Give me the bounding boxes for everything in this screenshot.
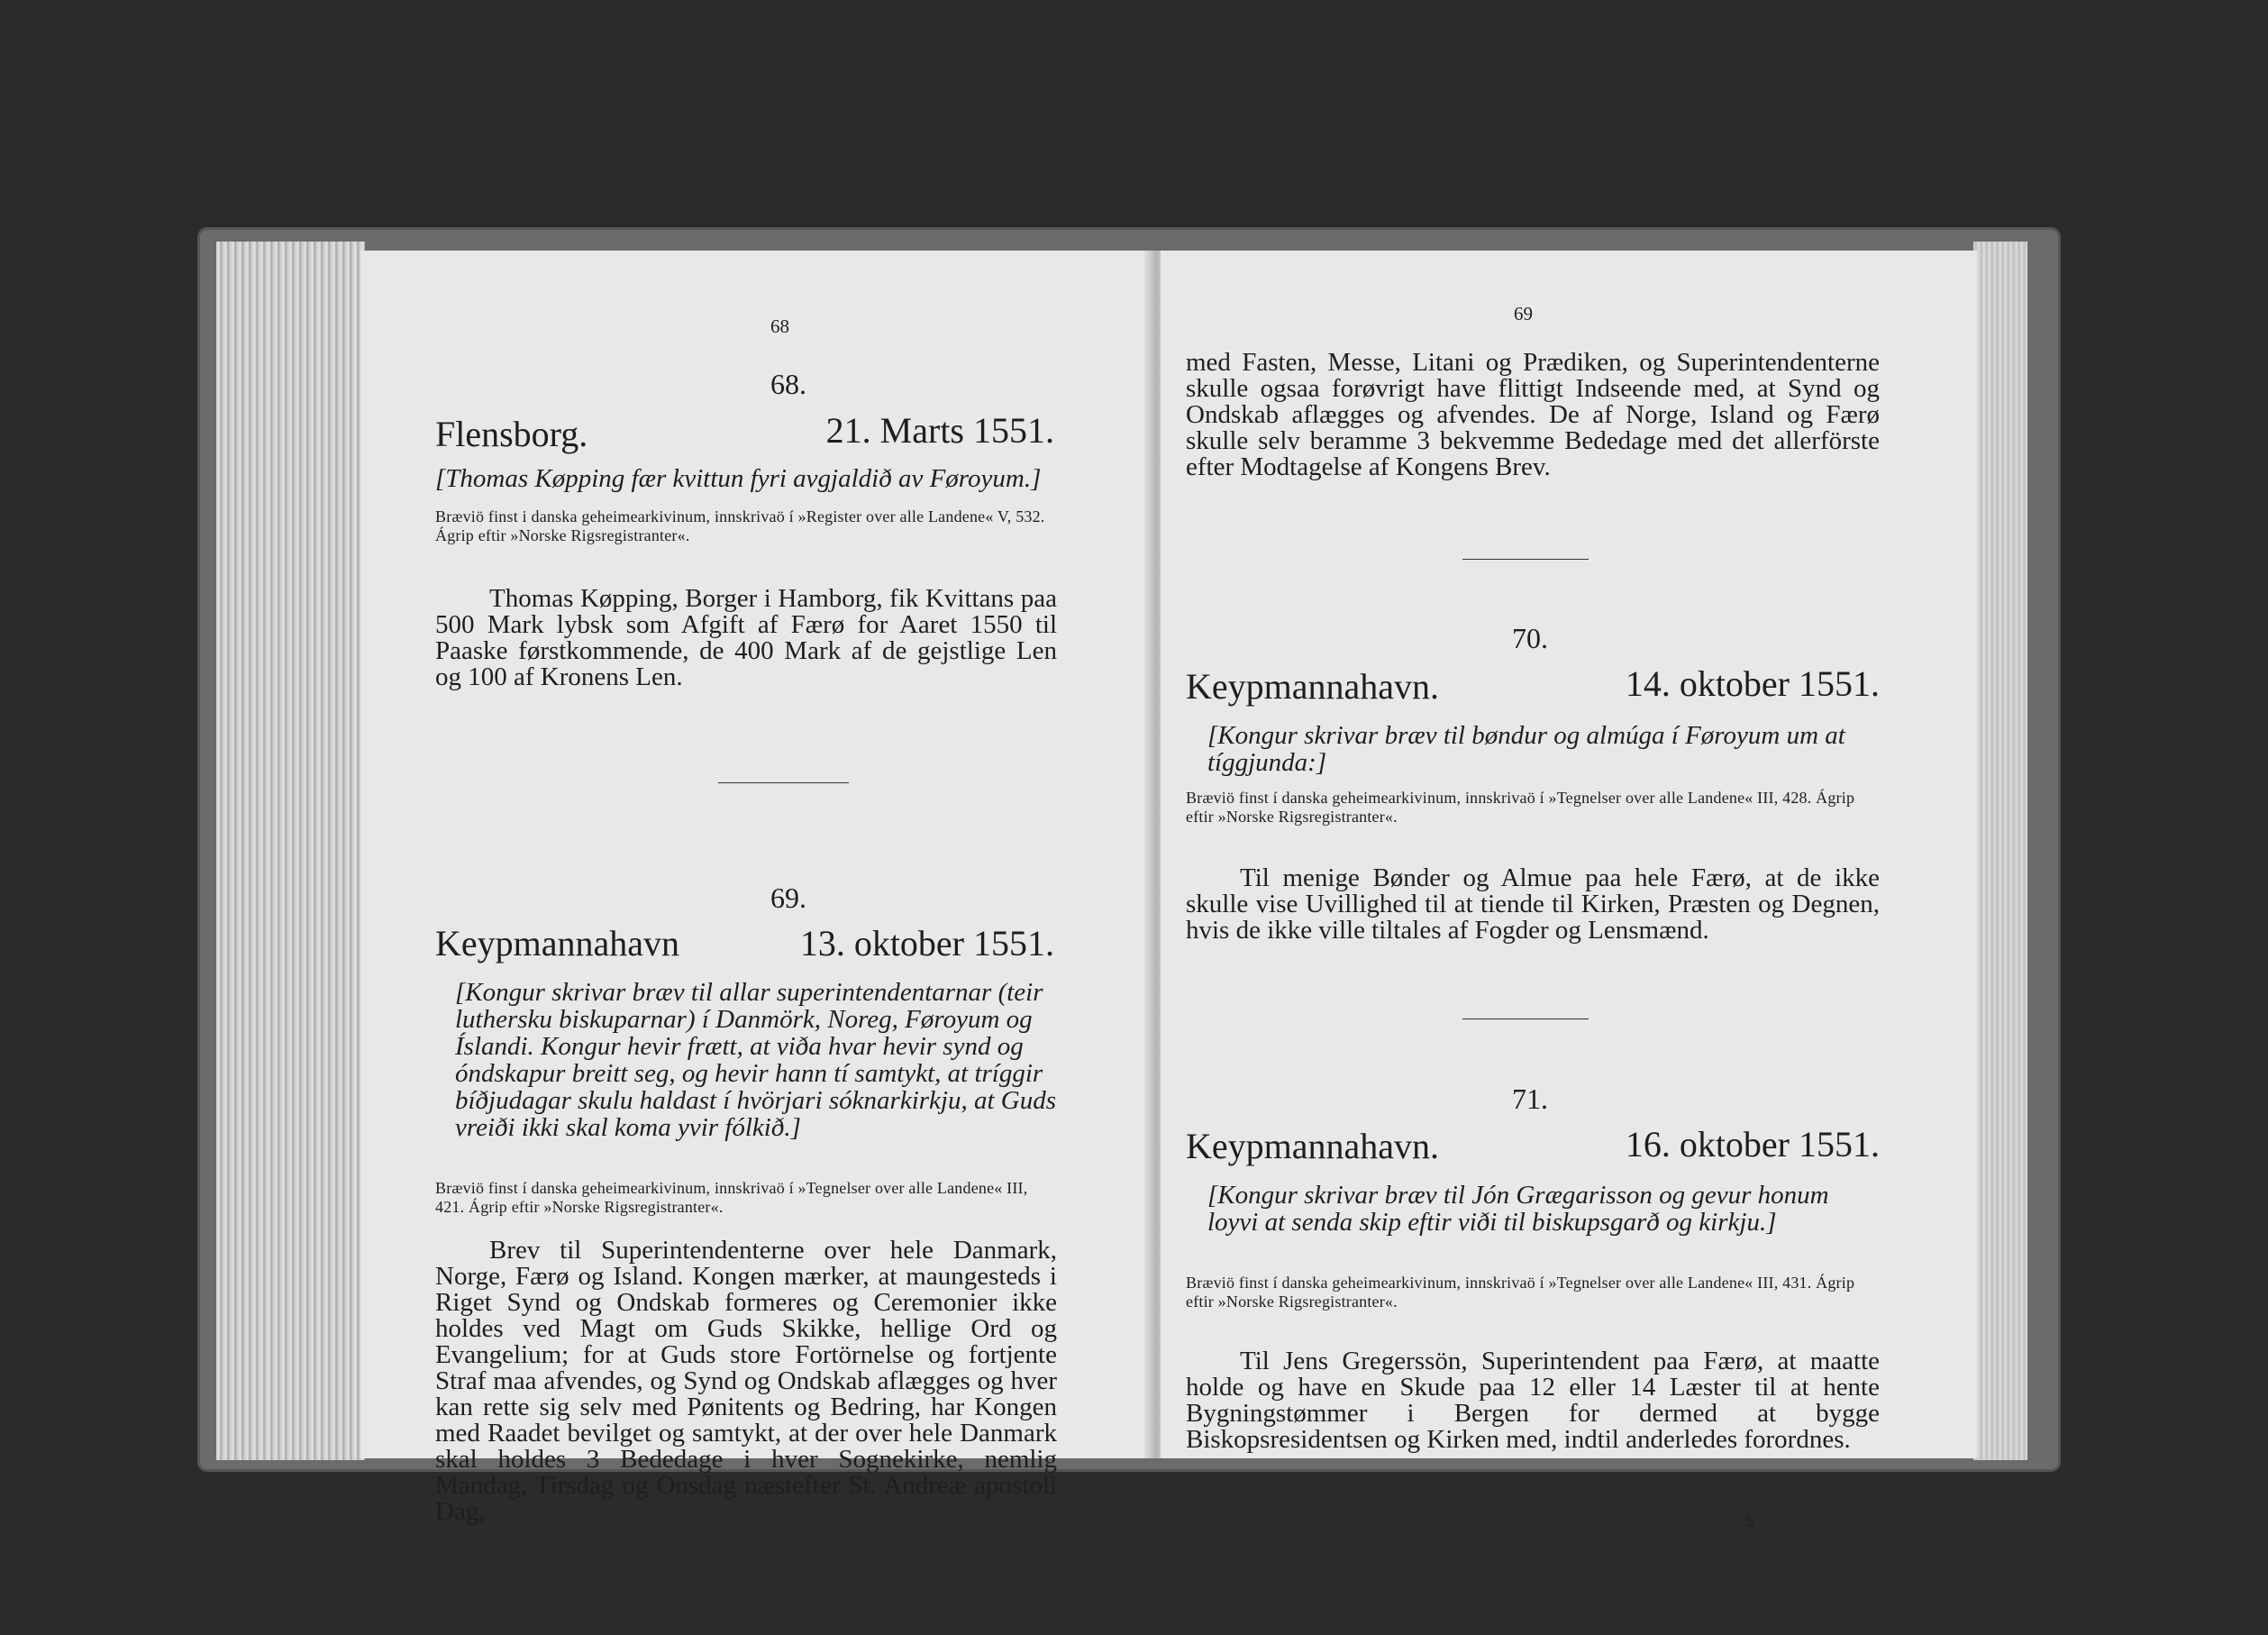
section-divider bbox=[1462, 1018, 1589, 1019]
entry-summary: [Thomas Køpping fær kvittun fyri avgjaldið av Føroyum.] bbox=[435, 464, 1042, 493]
section-divider bbox=[718, 782, 849, 783]
entry-number: 71. bbox=[1512, 1082, 1548, 1115]
page-stack-left bbox=[216, 242, 365, 1460]
entry-text: Thomas Køpping, Borger i Hamborg, fik Kvittans paa 500 Mark lybsk som Afgift af Færø for Aaret 1550 til Paaske førstkommende, de 400 Mark af de gejstlige Len og 100 af Kronens Len. bbox=[435, 584, 1057, 691]
entry-source: Bræviö finst í danska geheimearkivinum, innskrivaö í »Tegnelser over alle Landene« III, 421. Ágrip eftir »Norske Rigsregistranter«. bbox=[435, 1179, 1028, 1216]
entry-date: 14. oktober 1551. bbox=[1625, 663, 1880, 704]
entry-place: Keypmannahavn. bbox=[1186, 666, 1440, 707]
entry-text: Til menige Bønder og Almue paa hele Færø, at de ikke skulle vise Uvillighed til at tiende til Kirken, Præsten og Degnen, hvis de ikke ville tiltales af Fogder og Lensmænd. bbox=[1186, 863, 1880, 945]
entry-source: Bræviö finst í danska geheimearkivinum, innskrivaö í »Tegnelser over alle Landene« III, 428. Ágrip eftir »Norske Rigsregistranter«. bbox=[1186, 789, 1855, 826]
page-number: 69 bbox=[1514, 303, 1533, 324]
entry-text: Brev til Superintendenterne over hele Danmark, Norge, Færø og Island. Kongen mærker, at maungesteds i Riget Synd og Ondskab formeres og Ceremonier ikke holdes ved Magt om Guds Skikke, hellige Ord og Evangelium; for at Guds store Fortörnelse og fortjente Straf maa afvendes, og Synd og Ondskab aflægges og hver kan rette sig selv med Pønitents og Bedring, har Kongen med Raadet bevilget og samtykt, at der over hele Danmark skal holdes 3 Bededage i hver Sognekirke, nemlig Mandag, Tirsdag og Onsdag næstefter St. Andreæ apostoli Dag, bbox=[435, 1236, 1057, 1526]
entry-text: Til Jens Gregerssön, Superintendent paa Færø, at maatte holde og have en Skude paa 12 eller 14 Læster til at hente Bygningstømmer i Bergen for dermed at bygge Biskopsresidentsen og Kirken med, indtil anderledes forordnes. bbox=[1186, 1347, 1880, 1454]
continuation-text: med Fasten, Messe, Litani og Prædiken, og Superintendenterne skulle ogsaa forøvrigt have flittigt Indseende med, at Synd og Ondskab aflægges og afvendes. De af Norge, Island og Færø skulle selv beramme 3 bekvemme Bededage med det allerförste efter Modtagelse af Kongens Brev. bbox=[1186, 348, 1880, 481]
entry-number: 70. bbox=[1512, 622, 1548, 654]
right-page bbox=[1161, 251, 1977, 1530]
entry-summary: [Kongur skrivar bræv til allar superintendentarnar (teir luthersku biskuparnar) í Danmörk, Noreg, Føroyum og Íslandi. Kongur hevir frætt, at viða hvar hevir synd og óndskapur breitt seg, og hevir hann tí samtykt, at tríggir bíðjudagar skulu haldast í hvörjari sóknarkirkju, at Guds vreiði ikki skal koma yvir fólkið.] bbox=[455, 978, 1056, 1142]
entry-number: 69. bbox=[770, 881, 806, 914]
page-stack-right bbox=[1973, 242, 2027, 1460]
entry-summary: [Kongur skrivar bræv til Jón Grægarisson og gevur honum loyvi at senda skip eftir viði til biskupsgarð og kirkju.] bbox=[1207, 1181, 1829, 1237]
entry-place: Keypmannahavn bbox=[435, 923, 680, 964]
entry-number: 68. bbox=[770, 368, 806, 400]
entry-summary: [Kongur skrivar bræv til bøndur og almúga í Føroyum um at tíggjunda:] bbox=[1207, 721, 1845, 777]
entry-date: 13. oktober 1551. bbox=[799, 923, 1054, 964]
entry-date: 16. oktober 1551. bbox=[1625, 1124, 1880, 1165]
entry-place: Keypmannahavn. bbox=[1186, 1126, 1440, 1166]
entry-date: 21. Marts 1551. bbox=[825, 410, 1054, 451]
entry-place: Flensborg. bbox=[435, 414, 588, 454]
page-number: 68 bbox=[770, 315, 789, 337]
entry-source: Bræviö finst i danska geheimearkivinum, innskrivaö í »Register over alle Landene« V, 532. Ágrip eftir »Norske Rigsregistranter«. bbox=[435, 507, 1045, 544]
signature-mark: 5 bbox=[1746, 1512, 1754, 1530]
section-divider bbox=[1462, 559, 1589, 560]
left-page bbox=[360, 251, 1153, 1526]
entry-source: Bræviö finst í danska geheimearkivinum, innskrivaö í »Tegnelser over alle Landene« III, 431. Ágrip eftir »Norske Rigsregistranter«. bbox=[1186, 1274, 1855, 1311]
